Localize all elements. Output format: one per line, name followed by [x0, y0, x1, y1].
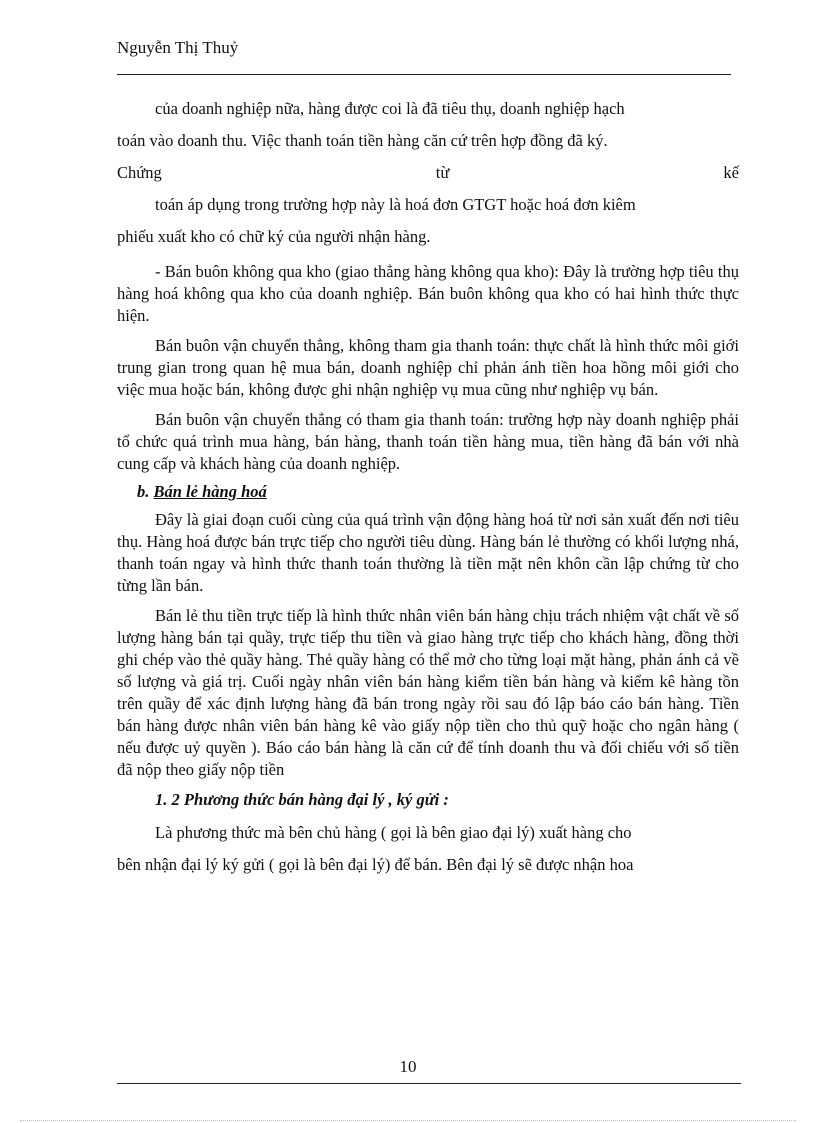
- subheading-prefix: b.: [137, 482, 150, 501]
- subheading-text: Bán lẻ hàng hoá: [153, 482, 267, 501]
- page-edge-dots: [20, 1120, 796, 1121]
- paragraph-wholesale-direct: - Bán buôn không qua kho (giao thẳng hàng không qua kho): Đây là trường hợp tiêu thụ hàng hoá không qua kho của doanh nghiệp. Bán buôn không qua kho có hai hình thức thực hiện.: [117, 262, 739, 325]
- paragraph-line: phiếu xuất kho có chữ ký của người nhận hàng.: [117, 227, 431, 246]
- paragraph-wholesale-with-payment: Bán buôn vận chuyển thẳng có tham gia thanh toán: trường hợp này doanh nghiệp phải tổ chức quá trình mua hàng, bán hàng, thanh toán tiền hàng mua, tiền hàng đã bán với nhà cung cấp và khách hàng của doanh nghiệp.: [117, 410, 739, 473]
- page-header-author: Nguyễn Thị Thuỷ: [117, 38, 239, 57]
- paragraph-line: bên nhận đại lý ký gửi ( gọi là bên đại lý) để bán. Bên đại lý sẽ được nhận hoa: [117, 855, 634, 874]
- spread-word: từ: [435, 163, 450, 182]
- document-body: [117, 93, 739, 881]
- footer-rule: [117, 1083, 741, 1084]
- header-rule: [117, 74, 731, 75]
- paragraph-line: Là phương thức mà bên chủ hàng ( gọi là bên giao đại lý) xuất hàng cho: [155, 823, 632, 842]
- section-heading-agency: 1. 2 Phương thức bán hàng đại lý , ký gửi :: [155, 790, 449, 809]
- paragraph-line: toán vào doanh thu. Việc thanh toán tiền hàng căn cứ trên hợp đồng đã ký.: [117, 131, 608, 150]
- subheading-retail: [117, 481, 739, 503]
- paragraph-line: của doanh nghiệp nữa, hàng được coi là đã tiêu thụ, doanh nghiệp hạch: [155, 99, 625, 118]
- paragraph-wholesale-no-payment: Bán buôn vận chuyển thẳng, không tham gia thanh toán: thực chất là hình thức môi giới trung gian trong quan hệ mua bán, doanh nghiệp chỉ phản ánh tiền hoa hồng môi giới cho việc mua hoặc bán, không được ghi nhận nghiệp vụ mua cũng như nghiệp vụ bán.: [117, 336, 739, 399]
- paragraph-retail-direct: Bán lẻ thu tiền trực tiếp là hình thức nhân viên bán hàng chịu trách nhiệm vật chất về số lượng hàng bán tại quầy, trực tiếp thu tiền và giao hàng trực tiếp cho khách hàng, đồng thời ghi chép vào thẻ quầy hàng. Thẻ quầy hàng có thể mở cho từng loại mặt hàng, phản ánh cả về số lượng và giá trị. Cuối ngày nhân viên bán hàng kiểm tiền bán hàng và kiểm kê hàng tồn trên quầy để xác định lượng hàng đã bán trong ngày rồi sau đó lập báo cáo bán hàng. Tiền bán hàng được nhân viên bán hàng kê vào giấy nộp tiền cho thủ quỹ hoặc cho ngân hàng ( nếu được uỷ quyền ). Báo cáo bán hàng là căn cứ để tính doanh thu và đối chiếu với số tiền đã nộp theo giấy nộp tiền: [117, 606, 739, 779]
- spread-word: kế: [723, 163, 739, 182]
- paragraph-line: toán áp dụng trong trường hợp này là hoá đơn GTGT hoặc hoá đơn kiêm: [155, 195, 636, 214]
- page-number: 10: [399, 1057, 417, 1076]
- spread-line: [117, 157, 739, 189]
- spread-word: Chứng: [117, 163, 162, 182]
- paragraph-retail-intro: Đây là giai đoạn cuối cùng của quá trình vận động hàng hoá từ nơi sản xuất đến nơi tiêu thụ. Hàng hoá được bán trực tiếp cho người tiêu dùng. Hàng bán lẻ thường có khối lượng nhá, thanh toán ngay và hình thức thanh toán thường là tiền mặt nên khôn cần lập chứng từ cho từng lần bán.: [117, 510, 739, 595]
